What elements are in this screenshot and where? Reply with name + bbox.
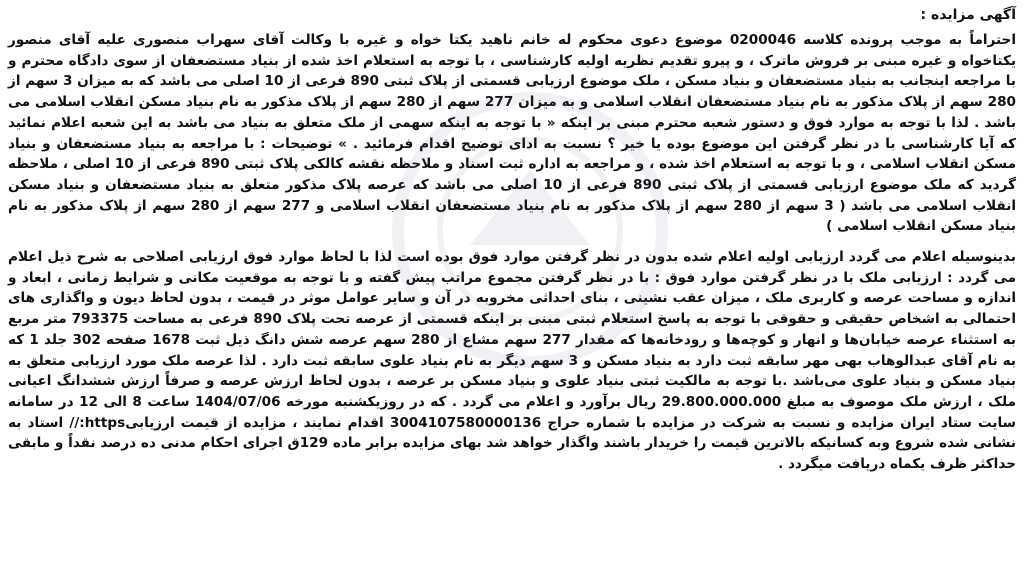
notice-paragraph-2: بدینوسیله اعلام می گردد ارزیابی اولیه اعلام شده بدون در نظر گرفتن موارد فوق بوده است لذا با لحاظ موارد فوق ارزیابی اصلاحی به شرح ذیل اعلام می گردد : ارزیابی ملک با در نظر گرفتن موارد فوق : با در نظر گرفتن مجموع مراتب پیش گفته و با توجه به موقعیت مکانی و شرایط زمانی ، ابعاد و اندازه و مساحت عرصه و کاربری ملک ، میزان عقب نشینی ، بنای احداثی مخروبه در آن و سایر عوامل موثر در قیمت ، بدون لحاظ دیون و واگذاری های احتمالی به اشخاص حقیقی و حقوقی با توجه به پاسخ استعلام ثبتی مبنی بر اینکه قسمتی از عرصه تحت پلاک 890 فرعی به مساحت 793375 متر مربع به استثناء عرصه خیابان‌ها و انهار و کوچه‌ها و رودخانه‌ها که مقدار 277 سهم مشاع از 280 سهم عرصه شش دانگ ذیل ثبت 1678 صفحه 302 جلد 1 که به نام آقای عبدالوهاب بهی مهر سابقه ثبت دارد به بنیاد مسکن و 3 سهم دیگر به نام بنیاد علوی سابقه ثبت دارد . لذا عرصه ملک مورد ارزیابی متعلق به بنیاد مسکن و بنیاد علوی می‌باشد .با توجه به مالکیت ثبتی بنیاد علوی و بنیاد مسکن بر عرصه ، بدون لحاظ ارزش عرصه و صرفاً ارزش ششدانگ اعیانی ملک ، ارزش ملک موصوف به مبلغ 29.800.000.000 ریال برآورد و اعلام می گردد . که در روزیکشنبه مورخه 1404/07/06 ساعت 8 الی 12 در سامانه سایت ستاد ایران مزایده و نسبت به شرکت در مزایده با شماره حراج 3004107580000136 اقدام نمایند ، مزایده از قیمت ارزیابیhttps:// استاد به نشانی شده شروع وبه کسانیکه بالاترین قیمت را خریدار باشند واگذار خواهد شد بهای مزایده برابر ماده 129ق اجرای احکام مدنی ده درصد نقداً و مابقی حداکثر ظرف یکماه دریافت میگردد . (8, 249, 1017, 473)
notice-title: آگهی مزایده : (920, 7, 1016, 23)
auction-notice (8, 4, 1016, 576)
notice-paragraph-1: احتراماً به موجب پرونده کلاسه 0200046 موضوع دعوی محکوم له خانم ناهید یکتا خواه و غیره با وکالت آقای سهراب منصوری علیه آقای منصور یکتاخواه و غیره مبنی بر فروش ماترک ، و پیرو تقدیم نظریه اولیه کارشناسی ، با توجه به استعلام اخذ شده از بنیاد مستضعفان از سوی دادگاه محترم و با مراجعه اینجانب به بنیاد مستضعفان و بنیاد مسکن ، ملک موضوع ارزیابی قسمتی از پلاک ثبتی 890 فرعی از 10 اصلی می باشد که به میزان 3 سهم از 280 سهم از پلاک مذکور به نام بنیاد مستضعفان انقلاب اسلامی و به میزان 277 سهم از 280 سهم از پلاک مذکور به نام بنیاد مسکن انقلاب اسلامی می باشد . لذا با توجه به موارد فوق و دستور شعبه محترم مبنی بر اینکه « با توجه به اینکه سهمی از ملک متعلق به بنیاد می باشد به این شعبه اعلام نمائید که آیا کارشناسی با در نظر گرفتن این موضوع بوده یا خیر ؟ نسبت به ادای توضیح اقدام فرمائید . » توضیحات : با مراجعه به بنیاد مستضعفان و بنیاد مسکن انقلاب اسلامی ، و با توجه به استعلام اخذ شده ، و مراجعه به اداره ثبت اسناد و ملاحظه نقشه کالکی پلاک ثبتی 890 فرعی از 10 اصلی ، ملاحظه گردید که ملک موضوع ارزیابی قسمتی از پلاک ثبتی 890 فرعی از 10 اصلی می باشد که عرصه پلاک مذکور متعلق به بنیاد مستضعفان و بنیاد مسکن انقلاب اسلامی می باشد ( 3 سهم از 280 سهم از پلاک مذکور به نام بنیاد مستضعفان انقلاب اسلامی و 277 سهم از 280 سهم از پلاک مذکور به نام بنیاد مسکن انقلاب اسلامی ) (8, 32, 1016, 235)
paragraph-gap (8, 237, 1016, 247)
